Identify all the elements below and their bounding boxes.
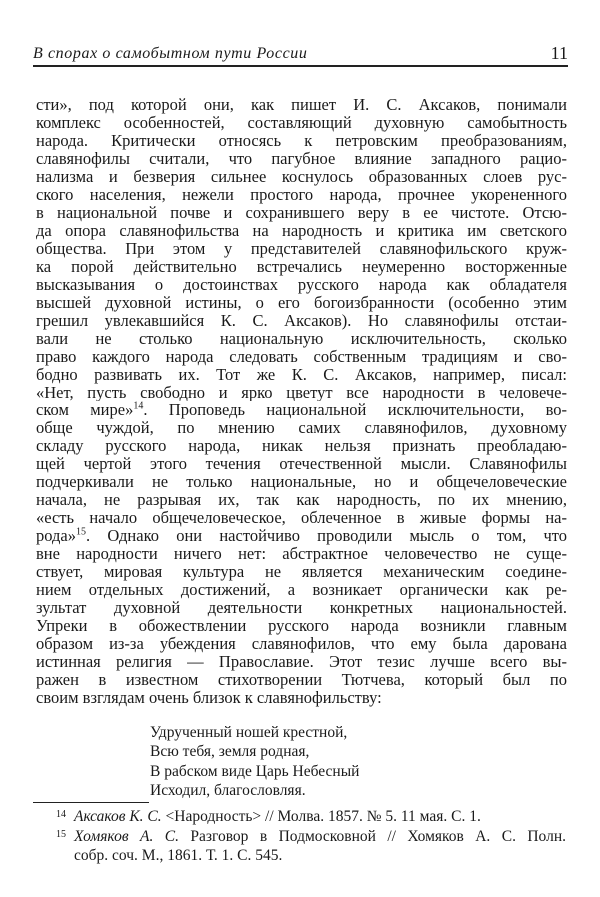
verse-line: Всю тебя, земля родная,: [150, 743, 310, 761]
footnote-divider: [33, 802, 149, 803]
footnote-14: 14 Аксаков К. С. <Народность> // Молва. 1857. № 5. 11 мая. С. 1.: [56, 808, 481, 825]
footnote-ref[interactable]: 15: [76, 527, 86, 538]
text-line: рода»$^{15}$. Однако они настойчиво проводили мысль о том, что: [36, 527, 567, 546]
text-line: право каждого народа следовать собственным традициям и сво-: [36, 347, 567, 366]
verse-line: Исходил, благословляя.: [150, 781, 306, 799]
text-line: ском мире»$^{14}$. Проповедь национальной исключительности, во-: [36, 401, 567, 420]
text-line: высказывания о достоинствах русского народа как обладателя: [36, 275, 567, 294]
text-line: ражен в известном стихотворении Тютчева, который был по: [36, 671, 567, 689]
verse-line: В рабском виде Царь Небесный: [150, 762, 360, 780]
running-header: [33, 45, 568, 67]
text-line: своим взглядам очень близок к славянофильству:: [36, 688, 382, 707]
text-line: «есть начало общечеловеческое, облеченное в живые формы на-: [36, 509, 567, 528]
text-line: бодно развивать их. Тот же К. С. Аксаков, например, писал:: [36, 365, 567, 384]
text-line: складу русского народа, никак нельзя признать преобладаю-: [36, 437, 567, 456]
body-text: [36, 96, 567, 707]
text-line: общества. При этом у представителей славянофильского круж-: [36, 239, 567, 258]
text-line: нализма и безверия сильнее коснулось образованных слоев рус-: [36, 167, 567, 186]
text-line: грешил увлекавшийся К. С. Аксаков). Но славянофилы отстаи-: [36, 311, 567, 330]
text-line: щей чертой этого течения отечественной мысли. Славянофилы: [36, 455, 567, 474]
running-title: В спорах о самобытном пути России: [33, 45, 308, 62]
text-line: высшей духовной истины, о его богоизбранности (особенно этим: [36, 293, 567, 312]
text-line: ка порой действительно встречались неумеренно восторженные: [36, 257, 567, 276]
text-line: образом из-за убеждения славянофилов, что ему была дарована: [36, 635, 567, 654]
text-line: Упреки в обожествлении русского народа возникли главным: [36, 617, 567, 636]
verse-quote: [150, 723, 359, 800]
text-line: подчеркивали не только национальные, но и общечеловеческие: [36, 473, 567, 492]
text-line: вали не столько национальную исключительность, сколько: [36, 329, 567, 348]
footnote-15: 15 Хомяков А. С. Разговор в Подмосковной // Хомяков А. С. Полн. собр. соч. М., 1861. Т. 1. С. 545.: [56, 827, 567, 864]
text-line: комплекс особенностей, составляющий духовную самобытность: [36, 113, 567, 132]
text-line: славянофилы считали, что пагубное влияние западного рацио-: [36, 149, 567, 168]
text-line: народа. Критически относясь к петровским преобразованиям,: [36, 131, 567, 150]
page-number: 11: [550, 43, 568, 63]
text-line: ствует, мировая культура не является механическим соедине-: [36, 563, 567, 582]
verse-line: Удрученный ношей крестной,: [150, 724, 348, 741]
text-line: начала, не разрывая их, так как народность, по их мнению,: [36, 491, 567, 510]
text-line: истинная религия — Православие. Этот тезис лучше всего вы-: [36, 653, 567, 671]
text-line: в национальной почве и сохранившего веру в ее чистоте. Отсю-: [36, 203, 567, 222]
text-line: вне народности ничего нет: абстрактное человечество не суще-: [36, 545, 567, 564]
text-line: «Нет, пусть свободно и ярко цветут все народности в человече-: [36, 383, 567, 402]
text-line: обще чуждой, по мнению самих славянофилов, духовному: [36, 419, 567, 438]
footnote-ref[interactable]: 14: [133, 401, 144, 412]
text-line: зультат духовной деятельности конкретных национальностей.: [36, 599, 567, 618]
text-line: ского населения, нежели простого народа, прочнее укорененного: [36, 185, 567, 204]
text-line: сти», под которой они, как пишет И. С. Аксаков, понимали: [36, 96, 567, 114]
text-line: нием отдельных достижений, а возникает органически как ре-: [36, 581, 567, 600]
text-line: да опора славянофильства на народность и критика им светского: [36, 221, 567, 240]
footnotes: [56, 807, 566, 866]
